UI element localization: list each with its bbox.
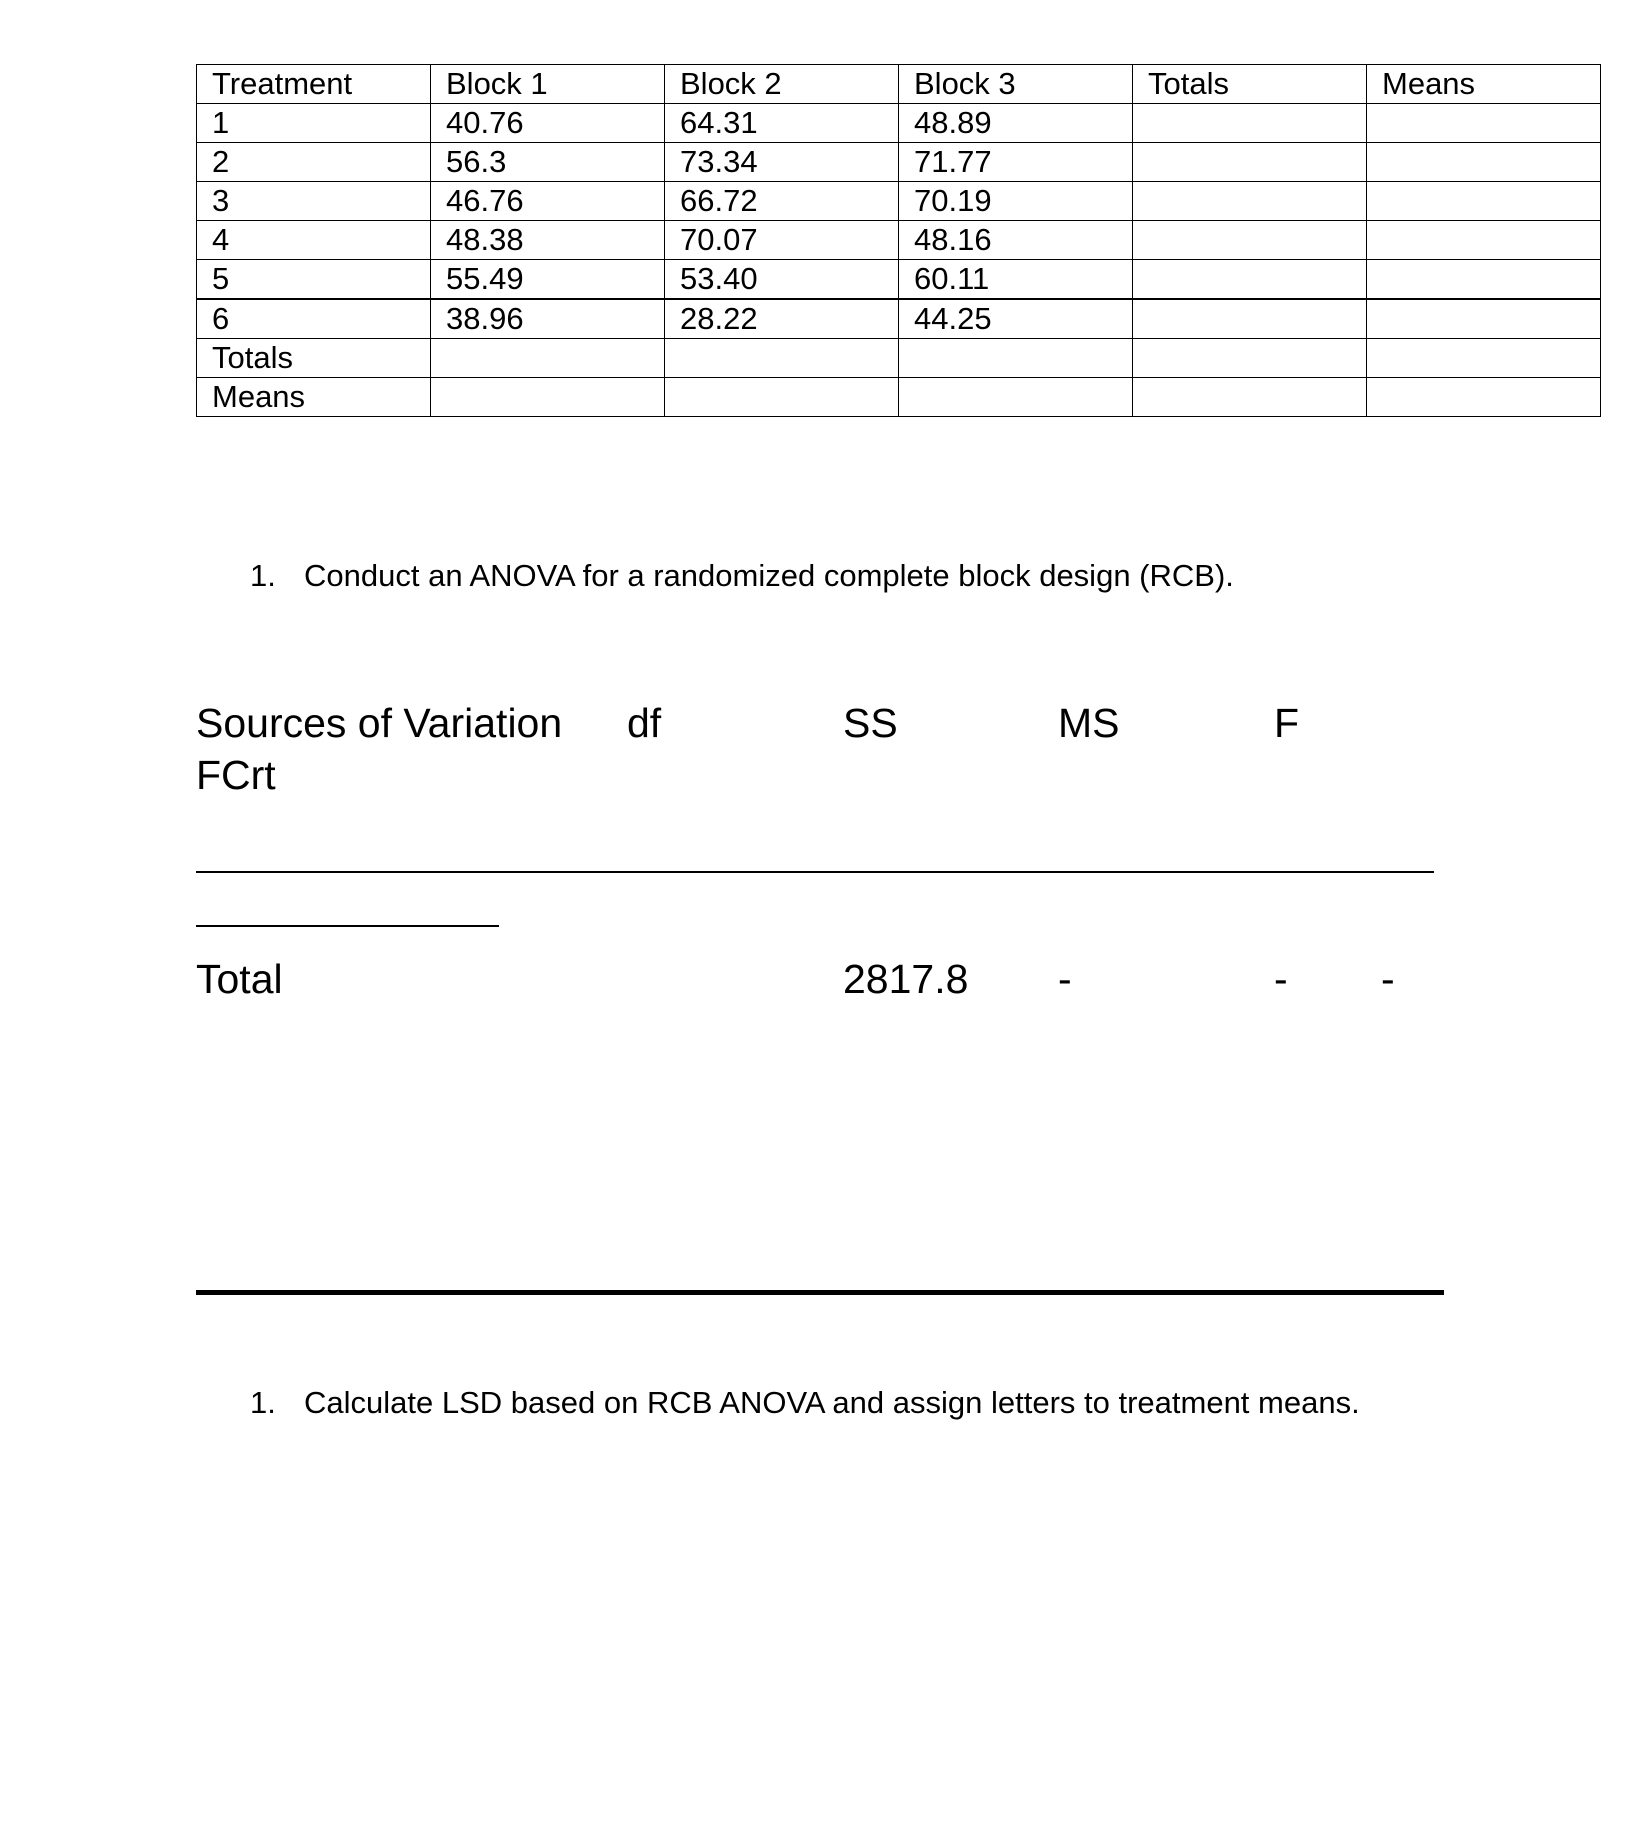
- table-cell: 40.76: [431, 104, 665, 143]
- table-row: [197, 339, 1601, 378]
- table-cell: [899, 339, 1133, 378]
- table-cell: 38.96: [431, 299, 665, 339]
- table-cell: [1367, 260, 1601, 300]
- anova-header-df: df: [627, 700, 662, 746]
- table-cell: [1133, 260, 1367, 300]
- table-cell: 3: [197, 182, 431, 221]
- data-table: [196, 64, 1601, 417]
- anova-header-rule: [196, 871, 1434, 873]
- question-1-number: 1.: [250, 558, 276, 593]
- header-cell-totals: Totals: [1133, 65, 1367, 104]
- table-cell: [431, 339, 665, 378]
- table-cell: 60.11: [899, 260, 1133, 300]
- table-cell: 46.76: [431, 182, 665, 221]
- table-cell: 1: [197, 104, 431, 143]
- table-cell: [899, 378, 1133, 417]
- anova-total-fcrt: -: [1381, 956, 1395, 1002]
- question-2-text: Calculate LSD based on RCB ANOVA and assign letters to treatment means.: [304, 1385, 1360, 1420]
- table-row: [197, 143, 1601, 182]
- table-cell: 44.25: [899, 299, 1133, 339]
- table-cell: 56.3: [431, 143, 665, 182]
- anova-total-ss: 2817.8: [843, 956, 969, 1002]
- table-cell: [1367, 104, 1601, 143]
- table-cell: Means: [197, 378, 431, 417]
- table-cell: 48.16: [899, 221, 1133, 260]
- anova-header-f: F: [1274, 700, 1300, 746]
- table-cell: [1133, 104, 1367, 143]
- anova-total-f: -: [1274, 956, 1288, 1002]
- table-cell: [1133, 143, 1367, 182]
- table-cell: [431, 378, 665, 417]
- table-cell: [1367, 221, 1601, 260]
- table-cell: 73.34: [665, 143, 899, 182]
- header-cell-means: Means: [1367, 65, 1601, 104]
- table-cell: 53.40: [665, 260, 899, 300]
- table-cell: 28.22: [665, 299, 899, 339]
- table-cell: 2: [197, 143, 431, 182]
- table-cell: [1133, 339, 1367, 378]
- anova-header-ss: SS: [843, 700, 898, 746]
- table-cell: Totals: [197, 339, 431, 378]
- table-cell: [1133, 299, 1367, 339]
- table-cell: 48.38: [431, 221, 665, 260]
- table-cell: 64.31: [665, 104, 899, 143]
- table-cell: 71.77: [899, 143, 1133, 182]
- table-cell: [1133, 378, 1367, 417]
- table-cell: [1133, 221, 1367, 260]
- table-row: [197, 104, 1601, 143]
- table-cell: 70.07: [665, 221, 899, 260]
- table-row: [197, 378, 1601, 417]
- table-cell: 4: [197, 221, 431, 260]
- table-cell: [1367, 299, 1601, 339]
- table-cell: 5: [197, 260, 431, 300]
- table-cell: [1367, 143, 1601, 182]
- anova-total-label: Total: [196, 956, 283, 1002]
- anova-header-ms: MS: [1058, 700, 1120, 746]
- table-cell: 55.49: [431, 260, 665, 300]
- header-cell-block-2: Block 2: [665, 65, 899, 104]
- anova-header-source: Sources of Variation: [196, 700, 563, 746]
- header-cell-block-3: Block 3: [899, 65, 1133, 104]
- anova-header-fcrt: FCrt: [196, 752, 276, 798]
- header-cell-block-1: Block 1: [431, 65, 665, 104]
- table-row: [197, 182, 1601, 221]
- table-cell: [665, 378, 899, 417]
- header-cell-treatment: Treatment: [197, 65, 431, 104]
- table-cell: 70.19: [899, 182, 1133, 221]
- table-cell: [1367, 182, 1601, 221]
- table-cell: 48.89: [899, 104, 1133, 143]
- question-1-text: Conduct an ANOVA for a randomized complete block design (RCB).: [304, 558, 1234, 593]
- table-header-row: [197, 65, 1601, 104]
- anova-header-rule-continuation: [196, 925, 499, 927]
- question-2-number: 1.: [250, 1385, 276, 1420]
- question-1: [250, 558, 1234, 594]
- table-row: [197, 299, 1601, 339]
- table-row: [197, 221, 1601, 260]
- table-cell: 66.72: [665, 182, 899, 221]
- anova-bottom-rule: [196, 1290, 1444, 1295]
- table-cell: 6: [197, 299, 431, 339]
- anova-total-ms: -: [1058, 956, 1072, 1002]
- table-cell: [1367, 378, 1601, 417]
- table-cell: [665, 339, 899, 378]
- table-cell: [1133, 182, 1367, 221]
- table-row: [197, 260, 1601, 300]
- question-2: [250, 1385, 1360, 1421]
- table-cell: [1367, 339, 1601, 378]
